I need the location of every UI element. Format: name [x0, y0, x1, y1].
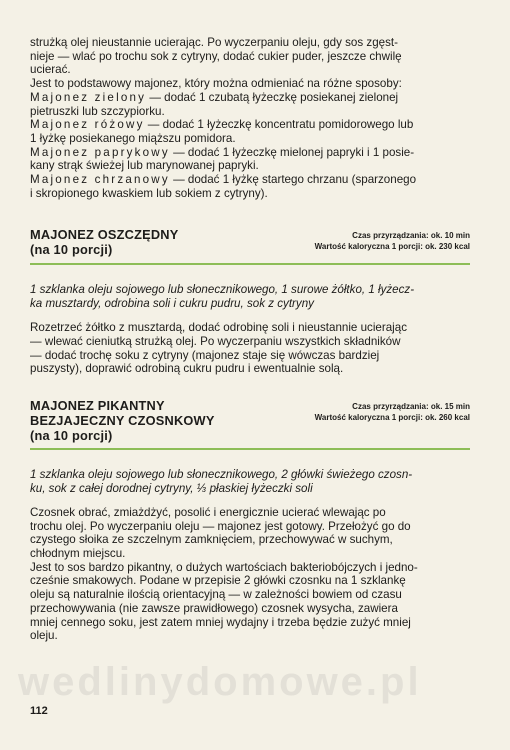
variant-name: Majonez zielony — [30, 90, 147, 104]
variant-line — [30, 173, 470, 187]
method-line: czystego słoika ze szczelnym zamknięciem, przechowywać w suchym, — [30, 533, 393, 547]
method — [30, 321, 470, 376]
intro-section — [30, 36, 470, 200]
method-line: chłodnym miejscu. — [30, 546, 126, 560]
variant-line — [30, 146, 470, 160]
variant-text: — dodać 1 łyżeczkę mielonej papryki i 1 posie- — [169, 145, 415, 159]
method-line: mniej cennego soku, jest zatem mniej wydajny i trzeba będzie zużyć mniej — [30, 615, 411, 629]
variant-text: — dodać 1 czubatą łyżeczkę posiekanej zielonej — [146, 90, 399, 104]
method-line: — wlewać cieniutką strużką olej. Po wyczerpaniu wszystkich składników — [30, 334, 401, 348]
ingredients-line: ku, sok z całej dorodnej cytryny, ⅓ płaskiej łyżeczki soli — [30, 481, 313, 495]
variant-line — [30, 91, 470, 105]
variant-line: 1 łyżkę posiekanego miąższu pomidora. — [30, 131, 236, 145]
variant-text: — dodać 1 łyżkę startego chrzanu (sparzonego — [169, 173, 417, 187]
prep-time: Czas przyrządzania: ok. 10 min — [352, 231, 470, 241]
method-line: Czosnek obrać, zmiażdżyć, posolić i energicznie ucierać wlewając po — [30, 505, 386, 519]
method-line: oleju. — [30, 629, 58, 643]
method-line: przechowywania (nie zawsze prawidłowego) czosnek wysycha, zawiera — [30, 601, 398, 615]
method-line: Rozetrzeć żółtko z musztardą, dodać odrobinę soli i nieustannie ucierając — [30, 321, 407, 335]
recipe-title: MAJONEZ PIKANTNY — [30, 398, 165, 414]
ingredients-line: 1 szklanka oleju sojowego lub słonecznikowego, 1 surowe żółtko, 1 łyżecz- — [30, 283, 415, 297]
variant-line: pietruszki lub szczypiorku. — [30, 104, 165, 118]
divider — [30, 263, 470, 265]
calories: Wartość kaloryczna 1 porcji: ok. 260 kcal — [314, 413, 470, 423]
variant-name: Majonez chrzanowy — [30, 173, 170, 187]
recipe-portions: (na 10 porcji) — [30, 242, 113, 258]
page-content — [30, 36, 470, 643]
intro-line: Jest to podstawowy majonez, który można odmieniać na różne sposoby: — [30, 77, 402, 91]
page-number: 112 — [30, 705, 48, 717]
ingredients-line: ka musztardy, odrobina soli i cukru pudru, sok z cytryny — [30, 297, 314, 311]
ingredients — [30, 468, 470, 496]
recipe-title: MAJONEZ OSZCZĘDNY — [30, 227, 179, 243]
recipe-meta — [315, 401, 470, 423]
recipe-meta — [315, 230, 470, 252]
intro-line: ucierać. — [30, 63, 71, 77]
variant-line: i skropionego kwaskiem lub sokiem z cytryny). — [30, 186, 268, 200]
variant-name: Majonez paprykowy — [30, 145, 170, 159]
method — [30, 506, 470, 643]
recipe-header — [30, 227, 470, 257]
recipe-title: BEZJAJECZNY CZOSNKOWY — [30, 413, 215, 429]
method-line: puszysty), doprawić odrobiną cukru pudru i ewentualnie solą. — [30, 362, 344, 376]
ingredients — [30, 283, 470, 311]
variant-text: — dodać 1 łyżeczkę koncentratu pomidorowego lub — [144, 118, 414, 132]
variant-line: kany strąk świeżej lub marynowanej papryki. — [30, 159, 259, 173]
recipe-portions: (na 10 porcji) — [30, 428, 113, 444]
method-line: — dodać trochę soku z cytryny (majonez staje się wówczas bardziej — [30, 348, 380, 362]
method-line: oleju są naturalnie ilością orientacyjną — w zależności bowiem od czasu — [30, 588, 402, 602]
watermark: wedlinydomowe.pl — [18, 660, 422, 704]
intro-line: nieje — wlać po trochu sok z cytryny, dodać cukier puder, jeszcze chwilę — [30, 49, 402, 63]
method-line: cześnie smakowych. Podane w przepisie 2 główki czosnku na 1 szklankę — [30, 574, 406, 588]
method-line: trochu olej. Po wyczerpaniu oleju — majonez jest gotowy. Przełożyć go do — [30, 519, 411, 533]
divider — [30, 448, 470, 450]
intro-line: strużką olej nieustannie ucierając. Po wyczerpaniu oleju, gdy sos zgęst- — [30, 36, 398, 49]
prep-time: Czas przyrządzania: ok. 15 min — [352, 402, 470, 412]
variant-name: Majonez różowy — [30, 118, 145, 132]
recipe-header — [30, 398, 470, 442]
method-line: Jest to sos bardzo pikantny, o dużych wartościach bakteriobójczych i jedno- — [30, 560, 418, 574]
variant-line — [30, 118, 470, 132]
ingredients-line: 1 szklanka oleju sojowego lub słonecznikowego, 2 główki świeżego czosn- — [30, 468, 413, 482]
calories: Wartość kaloryczna 1 porcji: ok. 230 kcal — [314, 242, 470, 252]
